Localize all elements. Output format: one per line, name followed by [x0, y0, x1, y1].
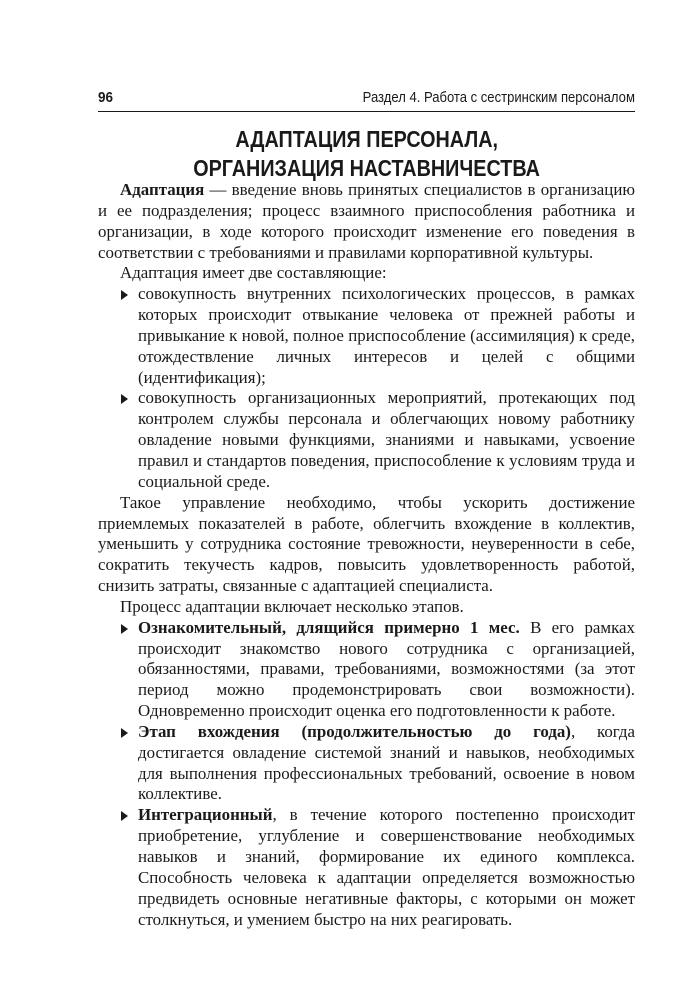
component-text: совокупность внутренних психологических процессов, в рамках которых происходит отвыкание человека от прежней работы и привыкание к новой, полное приспособление (ассимиляция) к среде, отождествление личных интересов и целей с общими (идентификация);: [138, 284, 635, 387]
list-item: [98, 805, 635, 930]
adaptation-term: Адаптация: [120, 180, 205, 199]
stage-text: В его рамках происходит знакомство нового сотрудника с организацией, обязанностями, правами, требованиями, возможностями (за этот период можно продемонстрировать свои возможности). Одновременно происходит оценка его подготовленности к работе.: [138, 617, 635, 721]
adaptation-definition-text: — введение вновь принятых специалистов в организацию и ее подразделения; процесс взаимного приспособления работника и организации, в ходе которого происходит изменение его поведения в соответствии с требованиями и правилами корпоративной культуры.: [98, 180, 635, 262]
adaptation-definition: [98, 180, 635, 263]
stages-intro: Процесс адаптации включает несколько этапов.: [120, 596, 464, 616]
triangle-bullet-icon: [121, 811, 128, 821]
list-item: [98, 618, 635, 722]
list-item: [98, 388, 635, 492]
list-item: [98, 722, 635, 805]
components-intro: Адаптация имеет две составляющие:: [120, 263, 387, 283]
stage-text: , в течение которого постепенно происходит приобретение, углубление и совершенствование необходимых навыков и знаний, формирование их единого комплекса. Способность человека к адаптации определяется возможностью предвидеть основные негативные факторы, с которыми он может столкнуться, и умением быстро на них реагировать.: [138, 805, 635, 929]
stage-name: Ознакомительный, длящийся примерно 1 мес.: [138, 617, 520, 637]
stage-name: Этап вхождения (продолжительностью до года): [138, 721, 571, 741]
components-list: [98, 284, 635, 492]
triangle-bullet-icon: [121, 394, 128, 404]
body-text: [98, 180, 635, 930]
section-title: Раздел 4. Работа с сестринским персоналом: [362, 89, 635, 106]
triangle-bullet-icon: [121, 624, 128, 634]
stage-name: Интеграционный: [138, 805, 273, 825]
running-header: [98, 89, 635, 112]
triangle-bullet-icon: [121, 290, 128, 300]
stage-text: , когда достигается овладение системой знаний и навыков, необходимых для выполнения профессиональных требований, освоение в новом коллективе.: [138, 721, 635, 804]
chapter-title-line-1: АДАПТАЦИЯ ПЕРСОНАЛА,: [235, 126, 498, 152]
chapter-title: [98, 125, 635, 183]
list-item: [98, 284, 635, 388]
component-text: совокупность организационных мероприятий, протекающих под контролем службы персонала и облегчающих новому работнику овладение новыми функциями, знаниями и навыками, усвоение правил и стандартов поведения, приспособление к условиям труда и социальной среде.: [138, 388, 635, 491]
chapter-title-line-2: ОРГАНИЗАЦИЯ НАСТАВНИЧЕСТВА: [193, 155, 540, 181]
triangle-bullet-icon: [121, 728, 128, 738]
page-number: 96: [98, 89, 114, 106]
management-paragraph: Такое управление необходимо, чтобы ускорить достижение приемлемых показателей в работе, облегчить вхождение в коллектив, уменьшить у сотрудника состояние тревожности, неуверенности в себе, сократить текучесть кадров, повысить удовлетворенность работой, снизить затраты, связанные с адаптацией специалиста.: [98, 492, 635, 596]
stages-list: [98, 618, 635, 931]
